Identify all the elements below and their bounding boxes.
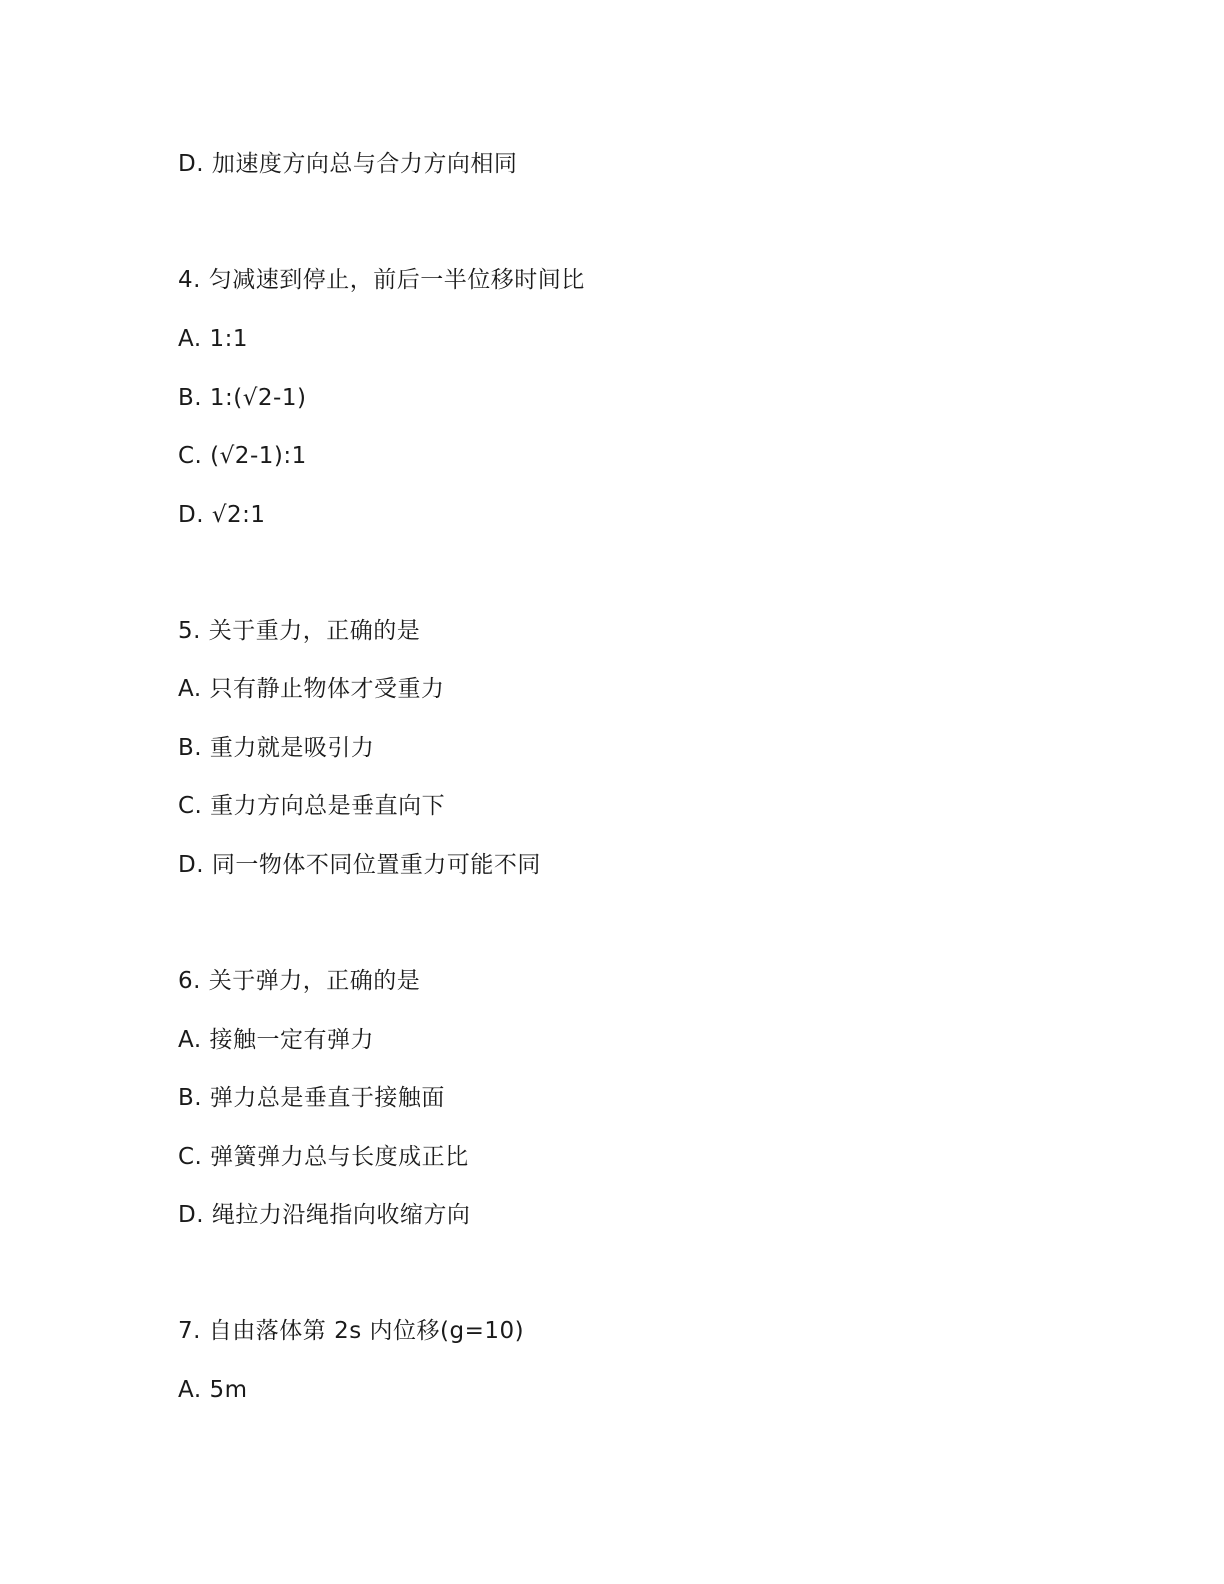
question-7: 7. 自由落体第 2s 内位移(g=10) [178, 1318, 525, 1344]
option-6c: C. 弹簧弹力总与长度成正比 [178, 1144, 469, 1170]
question-5: 5. 关于重力，正确的是 [178, 618, 421, 644]
option-5c: C. 重力方向总是垂直向下 [178, 793, 446, 819]
question-6: 6. 关于弹力，正确的是 [178, 968, 421, 994]
question-4: 4. 匀减速到停止，前后一半位移时间比 [178, 267, 585, 293]
option-4b: B. 1:(√2-1) [178, 385, 307, 411]
option-5b: B. 重力就是吸引力 [178, 735, 375, 761]
option-6b: B. 弹力总是垂直于接触面 [178, 1085, 445, 1111]
option-5a: A. 只有静止物体才受重力 [178, 676, 445, 702]
option-6a: A. 接触一定有弹力 [178, 1027, 374, 1053]
option-7a: A. 5m [178, 1377, 248, 1403]
option-3d: D. 加速度方向总与合力方向相同 [178, 151, 518, 177]
option-6d: D. 绳拉力沿绳指向收缩方向 [178, 1202, 471, 1228]
option-4d: D. √2:1 [178, 502, 266, 528]
option-4a: A. 1:1 [178, 326, 248, 352]
option-4c: C. (√2-1):1 [178, 443, 307, 469]
option-5d: D. 同一物体不同位置重力可能不同 [178, 852, 541, 878]
